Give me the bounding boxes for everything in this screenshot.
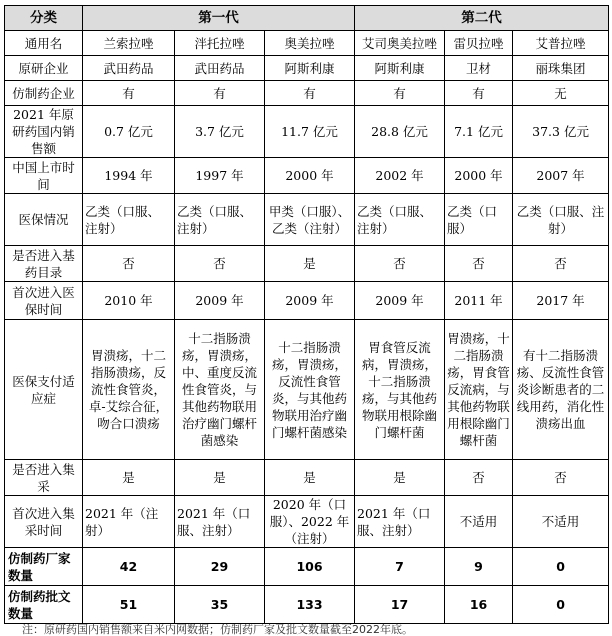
table-cell: 有 — [355, 81, 445, 106]
table-cell: 是 — [175, 460, 265, 496]
table-cell: 胃溃疡，十二指肠溃疡，胃食管反流病，与其他药物联用根除幽门螺杆菌 — [445, 320, 513, 460]
row-first-insurance-year — [5, 282, 609, 320]
table-cell: 胃食管反流病，胃溃疡，十二指肠溃疡，与其他药物联用根除幽门螺杆菌 — [355, 320, 445, 460]
row-indications — [5, 320, 609, 460]
row-label: 是否进入集采 — [5, 460, 83, 496]
table-cell: 是 — [83, 460, 175, 496]
row-generic-makers — [5, 81, 609, 106]
table-cell: 否 — [513, 460, 609, 496]
table-cell: 乙类（口服、注射） — [83, 194, 175, 246]
table-cell: 2021 年（口服、注射） — [175, 496, 265, 548]
table-cell: 有 — [83, 81, 175, 106]
table-cell: 武田药品 — [83, 56, 175, 81]
table-cell: 否 — [355, 246, 445, 282]
table-cell: 0.7 亿元 — [83, 106, 175, 158]
row-essential-drug-list — [5, 246, 609, 282]
table-cell: 2009 年 — [355, 282, 445, 320]
table-cell: 十二指肠溃疡，胃溃疡，中、重度反流性食管炎，与其他药物联用治疗幽门螺杆菌感染 — [175, 320, 265, 460]
row-insurance-status — [5, 194, 609, 246]
table-cell: 十二指肠溃疡，胃溃疡，反流性食管炎，与其他药物联用治疗幽门螺杆菌感染 — [265, 320, 355, 460]
table-cell: 丽珠集团 — [513, 56, 609, 81]
table-cell: 不适用 — [513, 496, 609, 548]
table-cell: 乙类（口服、注射） — [175, 194, 265, 246]
table-cell: 乙类（口服、注射） — [513, 194, 609, 246]
table-cell: 乙类（口服、注射） — [355, 194, 445, 246]
row-label: 是否进入基药目录 — [5, 246, 83, 282]
table-cell: 2020 年（口服）、2022 年（注射） — [265, 496, 355, 548]
cell-rabeprazole: 雷贝拉唑 — [445, 31, 513, 56]
table-cell: 2021 年（口服、注射） — [355, 496, 445, 548]
table-cell: 16 — [445, 586, 513, 624]
table-cell: 2000 年 — [445, 158, 513, 194]
cell-lansoprazole: 兰索拉唑 — [83, 31, 175, 56]
row-generic-name — [5, 31, 609, 56]
table-cell: 2021 年（注射） — [83, 496, 175, 548]
header-row — [5, 6, 609, 31]
row-label: 仿制药厂家数量 — [5, 548, 83, 586]
row-label: 医保情况 — [5, 194, 83, 246]
table-cell: 是 — [355, 460, 445, 496]
row-originator — [5, 56, 609, 81]
table-cell: 乙类（口服） — [445, 194, 513, 246]
table-cell: 阿斯利康 — [265, 56, 355, 81]
table-cell: 51 — [83, 586, 175, 624]
ppi-comparison-table — [4, 5, 609, 624]
table-cell: 是 — [265, 460, 355, 496]
row-launch-year — [5, 158, 609, 194]
table-cell: 否 — [513, 246, 609, 282]
table-cell: 2000 年 — [265, 158, 355, 194]
cell-omeprazole: 奥美拉唑 — [265, 31, 355, 56]
table-cell: 甲类（口服）、乙类（注射） — [265, 194, 355, 246]
table-cell: 2017 年 — [513, 282, 609, 320]
table-cell: 3.7 亿元 — [175, 106, 265, 158]
table-cell: 37.3 亿元 — [513, 106, 609, 158]
table-cell: 不适用 — [445, 496, 513, 548]
table-cell: 0 — [513, 548, 609, 586]
table-cell: 是 — [265, 246, 355, 282]
cell-pantoprazole: 泮托拉唑 — [175, 31, 265, 56]
table-cell: 卫材 — [445, 56, 513, 81]
row-label: 原研企业 — [5, 56, 83, 81]
table-cell: 武田药品 — [175, 56, 265, 81]
table-cell: 28.8 亿元 — [355, 106, 445, 158]
cell-esomeprazole: 艾司奥美拉唑 — [355, 31, 445, 56]
table-cell: 2010 年 — [83, 282, 175, 320]
row-label: 通用名 — [5, 31, 83, 56]
table-cell: 0 — [513, 586, 609, 624]
table-cell: 有 — [175, 81, 265, 106]
table-cell: 有 — [445, 81, 513, 106]
row-generic-approval-count — [5, 586, 609, 624]
cell-ilaprazole: 艾普拉唑 — [513, 31, 609, 56]
row-label: 首次进入医保时间 — [5, 282, 83, 320]
table-cell: 否 — [445, 246, 513, 282]
row-label: 2021 年原研药国内销售额 — [5, 106, 83, 158]
table-cell: 9 — [445, 548, 513, 586]
table-cell: 1994 年 — [83, 158, 175, 194]
header-first-generation: 第一代 — [83, 6, 355, 31]
table-cell: 阿斯利康 — [355, 56, 445, 81]
table-cell: 2007 年 — [513, 158, 609, 194]
table-cell: 133 — [265, 586, 355, 624]
header-second-generation: 第二代 — [355, 6, 609, 31]
table-cell: 7 — [355, 548, 445, 586]
table-cell: 106 — [265, 548, 355, 586]
table-cell: 胃溃疡，十二指肠溃疡，反流性食管炎，卓-艾综合征，吻合口溃疡 — [83, 320, 175, 460]
table-cell: 2009 年 — [265, 282, 355, 320]
table-cell: 42 — [83, 548, 175, 586]
row-label: 仿制药企业 — [5, 81, 83, 106]
table-cell: 否 — [445, 460, 513, 496]
table-cell: 否 — [175, 246, 265, 282]
table-cell: 有十二指肠溃疡、反流性食管炎诊断患者的二线用药，消化性溃疡出血 — [513, 320, 609, 460]
table-cell: 2009 年 — [175, 282, 265, 320]
table-cell: 2011 年 — [445, 282, 513, 320]
table-footnote: 注：原研药国内销售额来自米内网数据；仿制药厂家及批文数量截至2022年底。 — [22, 623, 413, 636]
table-cell: 11.7 亿元 — [265, 106, 355, 158]
table-cell: 有 — [265, 81, 355, 106]
table-cell: 7.1 亿元 — [445, 106, 513, 158]
table-cell: 29 — [175, 548, 265, 586]
row-label: 医保支付适应症 — [5, 320, 83, 460]
header-category: 分类 — [5, 6, 83, 31]
table-cell: 2002 年 — [355, 158, 445, 194]
table-cell: 无 — [513, 81, 609, 106]
table-cell: 1997 年 — [175, 158, 265, 194]
table-cell: 17 — [355, 586, 445, 624]
table-cell: 否 — [83, 246, 175, 282]
row-label: 中国上市时间 — [5, 158, 83, 194]
row-label: 首次进入集采时间 — [5, 496, 83, 548]
row-volume-procurement — [5, 460, 609, 496]
row-label: 仿制药批文数量 — [5, 586, 83, 624]
table-cell: 35 — [175, 586, 265, 624]
row-sales-2021 — [5, 106, 609, 158]
row-procurement-year — [5, 496, 609, 548]
row-generic-maker-count — [5, 548, 609, 586]
